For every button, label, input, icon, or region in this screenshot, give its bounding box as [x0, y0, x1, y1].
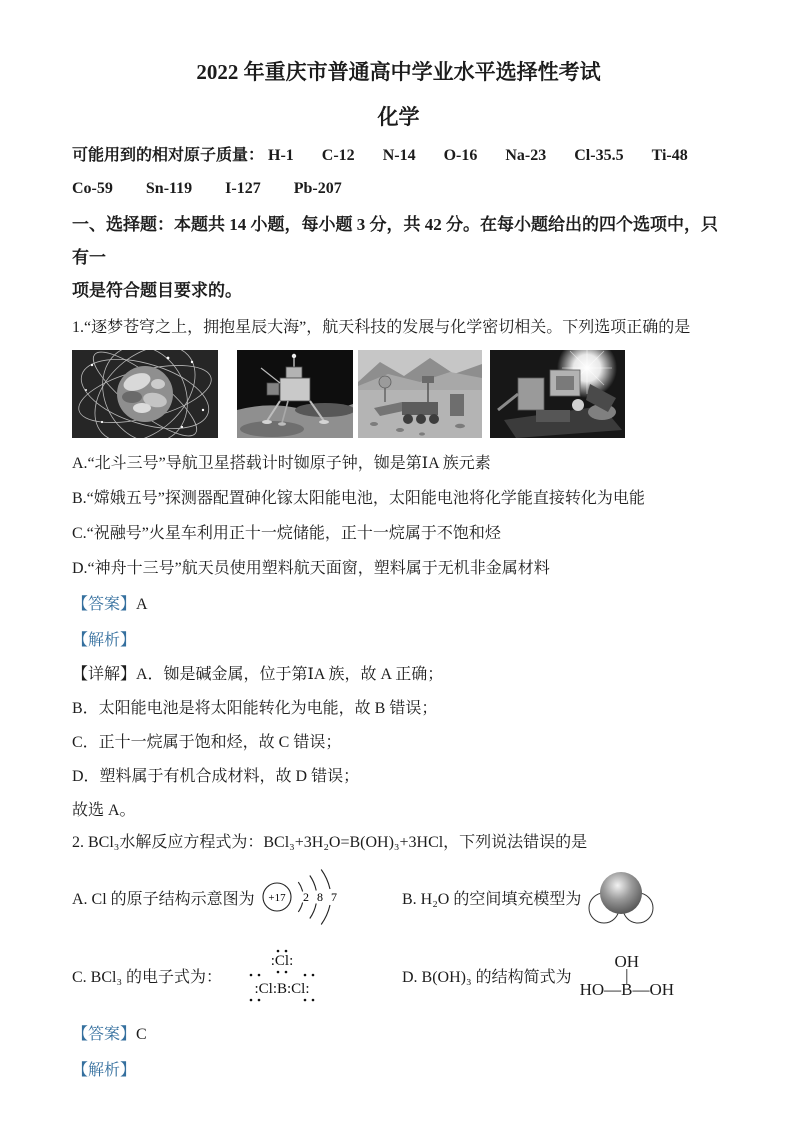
- q1-option-d: D.“神舟十三号”航天员使用塑料航天面窗，塑料属于无机非金属材料: [72, 560, 550, 577]
- mass-item: Co-59: [72, 180, 113, 197]
- q2-option-c: [72, 942, 402, 1008]
- change5-lunar-lander-photo: [237, 350, 353, 438]
- q1-conclusion-line: 故选 A。: [72, 802, 136, 819]
- boh3-structural-formula: [579, 952, 675, 999]
- mass-item: Sn-119: [145, 180, 193, 197]
- q2-option-a: [72, 862, 402, 932]
- q2-options-row-ab: [72, 862, 725, 932]
- section-instructions-line1: 一、选择题：本题共 14 小题，每小题 3 分，共 42 分。在每小题给出的四个选项中，只有一: [72, 215, 718, 267]
- section-instructions-line2: 项是符合题目要求的。: [72, 281, 242, 300]
- q1-detail-line: D．塑料属于有机合成材料，故 D 错误；: [72, 768, 360, 785]
- mass-item: Ti-48: [651, 147, 688, 164]
- h2o-space-filling-model: [585, 868, 657, 926]
- section-instructions: [72, 208, 725, 307]
- mass-item: C-12: [321, 147, 355, 164]
- svg-text:7: 7: [330, 890, 337, 904]
- bcl3-electron-dot-formula: [226, 942, 338, 1008]
- analysis-label: 【解析】: [72, 632, 137, 649]
- exam-subject: 化学: [377, 105, 420, 129]
- cl-atomic-structure-diagram: [259, 862, 363, 932]
- q2-options-row-cd: [72, 942, 725, 1008]
- atomic-mass-line-2: [72, 179, 725, 199]
- q1-detail-line: C．正十一烷属于饱和烃，故 C 错误；: [72, 734, 342, 751]
- q2-option-c-text: C. BCl₃ 的电子式为：: [72, 968, 223, 986]
- analysis-label: 【解析】: [72, 1062, 137, 1079]
- svg-text::Cl:: :Cl:: [270, 953, 294, 969]
- q2-option-d: [402, 952, 675, 999]
- q1-option-c: C.“祝融号”火星车利用正十一烷储能，正十一烷属于不饱和烃: [72, 525, 501, 542]
- svg-text::Cl:B:Cl:: :Cl:B:Cl:: [254, 981, 310, 997]
- mass-item: Cl-35.5: [574, 147, 624, 164]
- boh3-bottom: HO—B—OH: [579, 980, 675, 999]
- answer-label: 【答案】: [72, 1026, 137, 1043]
- q2-option-b: [402, 868, 657, 926]
- q1-answer-value: A: [136, 596, 148, 613]
- atomic-mass-label: 可能用到的相对原子质量：: [72, 147, 265, 164]
- mass-item: N-14: [382, 147, 416, 164]
- q2-option-a-text: A. Cl 的原子结构示意图为: [72, 890, 255, 908]
- mass-item: I-127: [225, 180, 261, 197]
- answer-label: 【答案】: [72, 596, 137, 613]
- exam-title: 2022 年重庆市普通高中学业水平选择性考试: [196, 60, 601, 84]
- q1-answer-line: [72, 595, 725, 614]
- q2-option-d-text: D. B(OH)₃ 的结构简式为: [402, 968, 572, 986]
- q2-analysis-line: [72, 1061, 725, 1080]
- mass-item: Na-23: [505, 147, 547, 164]
- boh3-bond: |: [625, 966, 629, 985]
- svg-text:2: 2: [302, 890, 309, 904]
- zhurong-mars-rover-photo: [358, 350, 482, 438]
- svg-text:+17: +17: [268, 892, 286, 904]
- question-2-stem: 2. BCl₃水解反应方程式为：BCl₃+3H₂O=B(OH)₃+3HCl，下列说法错误的是: [72, 834, 588, 851]
- svg-text:8: 8: [316, 890, 323, 904]
- q1-detail-line: 【详解】A．铷是碱金属，位于第ⅠA 族，故 A 正确；: [72, 666, 444, 683]
- atomic-mass-line-1: [72, 146, 725, 166]
- beidou-satellite-earth-photo: [72, 350, 218, 438]
- q1-detail-line: B．太阳能电池是将太阳能转化为电能，故 B 错误；: [72, 700, 438, 717]
- mass-item: Pb-207: [293, 180, 342, 197]
- q2-option-b-text: B. H₂O 的空间填充模型为: [402, 890, 582, 908]
- q2-answer-line: [72, 1025, 725, 1044]
- shenzhou13-astronaut-photo: [490, 350, 625, 438]
- boh3-top-oh: OH: [614, 952, 640, 971]
- question-1-images: [72, 350, 725, 438]
- q2-answer-value: C: [136, 1026, 147, 1043]
- q1-analysis-line: [72, 631, 725, 650]
- mass-item: O-16: [443, 147, 478, 164]
- q1-option-a: A.“北斗三号”导航卫星搭载计时铷原子钟，铷是第ⅠA 族元素: [72, 455, 491, 472]
- mass-item: H-1: [268, 147, 294, 164]
- q1-option-b: B.“嫦娥五号”探测器配置砷化镓太阳能电池，太阳能电池将化学能直接转化为电能: [72, 490, 645, 507]
- question-1-stem: 1.“逐梦苍穹之上，拥抱星辰大海”，航天科技的发展与化学密切相关。下列选项正确的是: [72, 319, 691, 336]
